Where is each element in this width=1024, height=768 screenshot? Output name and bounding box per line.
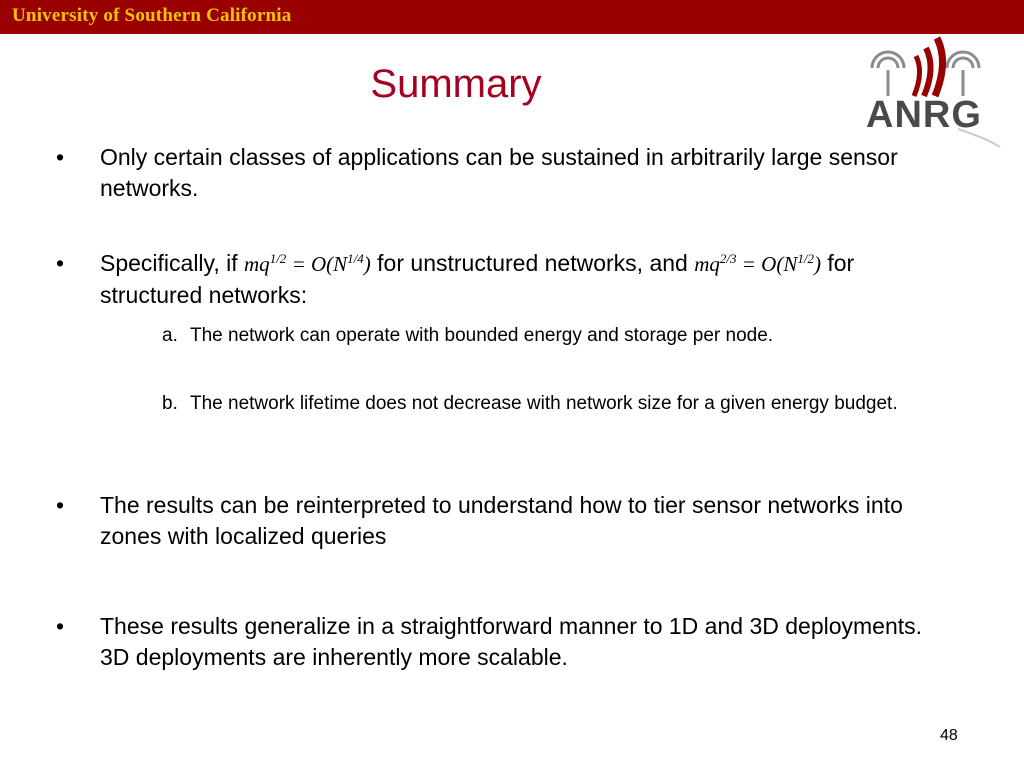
equation-structured: $mq^{2/3} = O(N^{1/2})$ (694, 251, 821, 276)
bullet-text: The results can be reinterpreted to understand how to tier sensor networks into zones with localized queries (100, 492, 903, 549)
bullet-marker: • (56, 613, 65, 639)
bullet-4 (56, 611, 946, 673)
subitem-text: The network can operate with bounded energy and storage per node. (190, 325, 774, 346)
bullet-marker: • (56, 492, 65, 518)
bullet-text-pre: Specifically, if (100, 250, 245, 276)
bullet-marker: • (56, 144, 65, 170)
bullet-2 (56, 248, 946, 311)
anrg-logo (858, 34, 1008, 154)
bullet-text: Only certain classes of applications can be sustained in arbitrarily large sensor networks. (100, 144, 898, 201)
bullet-1 (56, 142, 946, 204)
subitem-text: The network lifetime does not decrease with network size for a given energy budget. (190, 393, 898, 414)
bullet-text-mid: for unstructured networks, and (370, 250, 695, 276)
logo-text: ANRG (866, 94, 982, 136)
page-number: 48 (940, 727, 958, 744)
subitem-letter: a. (162, 325, 178, 346)
header-bar (0, 0, 1024, 34)
subitem-letter: b. (162, 393, 178, 414)
slide-title: Summary (370, 62, 542, 106)
subitem-a (162, 323, 922, 349)
bullet-marker: • (56, 250, 65, 276)
bullet-text-post: for structured networks: (100, 250, 855, 308)
bullet-text: These results generalize in a straightforward manner to 1D and 3D deployments. 3D deployments are inherently more scalable. (100, 613, 923, 670)
bullet-text (100, 248, 946, 311)
university-name: University of Southern California (12, 5, 292, 26)
subitem-b (162, 391, 922, 417)
equation-unstructured: $mq^{1/2} = O(N^{1/4})$ (244, 251, 371, 276)
bullet-3 (56, 490, 946, 552)
